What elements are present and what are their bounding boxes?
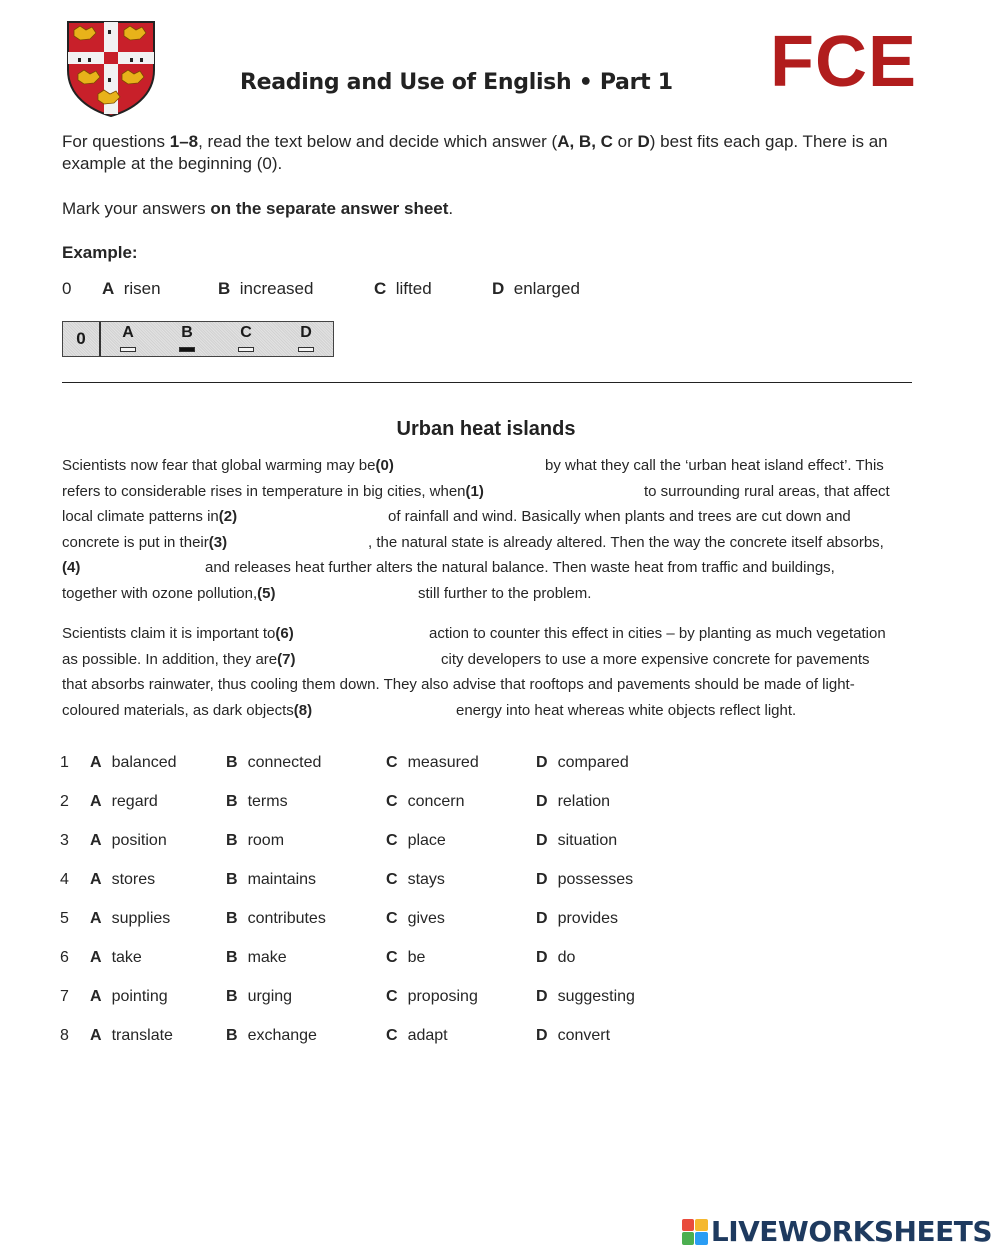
liveworksheets-icon — [682, 1219, 708, 1245]
option-letter: D — [536, 832, 548, 849]
answer-mark-c — [238, 347, 254, 352]
example-option-b: B increased — [218, 279, 314, 298]
gap-number: (7) — [277, 650, 296, 668]
text-segment: refers to considerable rises in temperature in big cities, when — [62, 482, 466, 500]
option-letter: C — [386, 832, 398, 849]
option-letter: A — [90, 949, 102, 966]
option-word: do — [557, 949, 576, 966]
example-option-a: A risen — [102, 279, 161, 298]
question-number: 1 — [60, 754, 69, 771]
option-letter: C — [386, 1027, 398, 1044]
text-line — [62, 585, 910, 602]
option-word: measured — [407, 754, 479, 771]
liveworksheets-logo — [682, 1215, 992, 1248]
gap-number: (1) — [465, 482, 484, 500]
answer-option-d[interactable] — [536, 754, 629, 772]
text-line — [62, 457, 910, 474]
option-word: suggesting — [557, 988, 635, 1005]
option-word: room — [247, 832, 285, 849]
page-title: Reading and Use of English • Part 1 — [240, 70, 673, 95]
text-line — [62, 702, 910, 719]
answer-option-a[interactable] — [90, 832, 167, 850]
option-letter: B — [226, 754, 238, 771]
option-letter: A — [90, 1027, 102, 1044]
answer-option-c[interactable] — [386, 910, 445, 928]
example-label: Example: — [62, 243, 138, 262]
question-row — [60, 949, 700, 971]
gap-number: (0) — [375, 457, 394, 474]
text-segment: concrete is put in their — [62, 533, 209, 551]
option-letter: B — [226, 1027, 238, 1044]
answer-option-b[interactable] — [226, 832, 284, 850]
option-word: adapt — [407, 1027, 448, 1044]
gap-number: (2) — [218, 508, 238, 525]
answer-option-d[interactable] — [536, 910, 618, 928]
answer-box-number: 0 — [63, 322, 101, 356]
answer-option-d[interactable] — [536, 832, 617, 850]
option-letter: B — [226, 793, 238, 810]
gap-blank[interactable] — [394, 457, 545, 474]
gap-blank[interactable] — [294, 625, 429, 642]
option-letter: C — [386, 871, 398, 888]
question-number: 4 — [60, 871, 69, 888]
text-segment: coloured materials, as dark objects — [62, 701, 294, 719]
text-line — [62, 559, 910, 576]
option-word: convert — [557, 1027, 611, 1044]
answer-option-b[interactable] — [226, 949, 287, 967]
example-answer-box — [62, 321, 334, 357]
text-segment: together with ozone pollution, — [62, 584, 258, 602]
answer-mark-a — [120, 347, 136, 352]
answer-mark-b-selected — [179, 347, 195, 352]
option-letter: D — [536, 793, 548, 810]
gap-number: (4) — [62, 559, 81, 576]
text-segment: local climate patterns in — [62, 508, 219, 525]
question-number: 8 — [60, 1027, 69, 1044]
option-word: relation — [557, 793, 611, 810]
divider — [62, 382, 912, 383]
text-segment: Scientists now fear that global warming may be — [62, 457, 376, 474]
text-line — [62, 625, 910, 642]
instructions: For questions 1–8, read the text below and decide which answer (A, B, C or D) best fits each gap. There is an example at the beginning (0). — [62, 132, 888, 173]
answer-option-d[interactable] — [536, 988, 635, 1006]
option-letter: C — [386, 910, 398, 927]
example-option-c: C lifted — [374, 279, 432, 298]
text-segment: still further to the problem. — [418, 584, 592, 602]
answer-option-d[interactable] — [536, 793, 610, 811]
option-word: balanced — [111, 754, 177, 771]
gap-number: (5) — [257, 584, 276, 602]
gap-number: (3) — [208, 533, 228, 551]
text-line — [62, 483, 910, 500]
answer-option-b[interactable] — [226, 1027, 317, 1045]
option-word: stays — [407, 871, 445, 888]
option-word: proposing — [407, 988, 478, 1005]
answer-option-c[interactable] — [386, 1027, 448, 1045]
option-letter: D — [536, 988, 548, 1005]
gap-blank[interactable] — [295, 651, 441, 668]
option-letter: D — [536, 871, 548, 888]
option-word: place — [407, 832, 446, 849]
option-letter: A — [90, 871, 102, 888]
text-segment: that absorbs rainwater, thus cooling them down. They also advise that rooftops and pavements should be made of light- — [62, 676, 855, 693]
option-letter: B — [226, 988, 238, 1005]
answer-option-c[interactable] — [386, 949, 425, 967]
option-word: possesses — [557, 871, 634, 888]
option-letter: A — [90, 754, 102, 771]
option-letter: B — [226, 832, 238, 849]
answer-option-b[interactable] — [226, 793, 288, 811]
question-number: 7 — [60, 988, 69, 1005]
question-row — [60, 871, 700, 893]
text-segment: action to counter this effect in cities – by planting as much vegetation — [429, 625, 886, 642]
question-row — [60, 910, 700, 932]
question-row — [60, 832, 700, 854]
option-word: gives — [407, 910, 445, 927]
option-word: regard — [111, 793, 158, 810]
text-line — [62, 508, 910, 525]
question-row — [60, 988, 700, 1010]
example-option-d: D enlarged — [492, 279, 580, 298]
question-number: 2 — [60, 793, 69, 810]
answer-option-c[interactable] — [386, 754, 479, 772]
gap-blank[interactable] — [312, 702, 456, 719]
option-letter: C — [386, 949, 398, 966]
question-row — [60, 793, 700, 815]
question-number: 3 — [60, 832, 69, 849]
option-word: be — [407, 949, 426, 966]
mark-instruction: Mark your answers on the separate answer sheet. — [62, 199, 454, 218]
question-row — [60, 754, 700, 776]
option-word: supplies — [111, 910, 171, 927]
answer-box-letter-b: B — [181, 324, 193, 341]
gap-blank[interactable] — [237, 508, 388, 525]
question-number: 6 — [60, 949, 69, 966]
answer-option-d[interactable] — [536, 1027, 610, 1045]
text-segment: as possible. In addition, they are — [62, 650, 278, 668]
answer-option-c[interactable] — [386, 871, 445, 889]
option-word: position — [111, 832, 167, 849]
option-word: situation — [557, 832, 618, 849]
answer-option-b[interactable] — [226, 871, 316, 889]
answer-option-c[interactable] — [386, 832, 446, 850]
text-line — [62, 651, 910, 668]
example-number: 0 — [62, 279, 72, 298]
option-word: terms — [247, 793, 288, 810]
option-word: pointing — [111, 988, 168, 1005]
text-segment: by what they call the ‘urban heat island effect’. This — [545, 457, 884, 474]
option-letter: D — [536, 1027, 548, 1044]
answer-box-letter-c: C — [240, 324, 252, 341]
option-word: maintains — [247, 871, 317, 888]
answer-option-c[interactable] — [386, 793, 464, 811]
answer-option-a[interactable] — [90, 988, 168, 1006]
option-letter: A — [90, 793, 102, 810]
option-word: provides — [557, 910, 619, 927]
gap-blank[interactable] — [80, 559, 205, 576]
option-word: exchange — [247, 1027, 317, 1044]
text-line — [62, 534, 910, 551]
answer-option-a[interactable] — [90, 793, 158, 811]
option-word: urging — [247, 988, 293, 1005]
gap-blank[interactable] — [227, 534, 368, 551]
answer-option-d[interactable] — [536, 949, 575, 967]
answer-option-a[interactable] — [90, 754, 177, 772]
gap-blank[interactable] — [275, 585, 418, 602]
option-letter: A — [90, 988, 102, 1005]
option-word: connected — [247, 754, 322, 771]
question-number: 5 — [60, 910, 69, 927]
text-segment: and releases heat further alters the natural balance. Then waste heat from traffic and buildings, — [205, 559, 835, 576]
answer-option-b[interactable] — [226, 988, 292, 1006]
gap-number: (6) — [275, 625, 294, 642]
text-title: Urban heat islands — [396, 418, 576, 440]
answer-box-letter-d: D — [300, 324, 312, 341]
text-segment: of rainfall and wind. Basically when plants and trees are cut down and — [388, 508, 851, 525]
option-word: translate — [111, 1027, 173, 1044]
option-letter: A — [90, 910, 102, 927]
answer-box-letter-a: A — [122, 324, 134, 341]
text-segment: Scientists claim it is important to — [62, 625, 276, 642]
option-letter: C — [386, 988, 398, 1005]
question-row — [60, 1027, 700, 1049]
option-word: compared — [557, 754, 629, 771]
answer-option-b[interactable] — [226, 754, 321, 772]
answer-option-b[interactable] — [226, 910, 326, 928]
answer-option-a[interactable] — [90, 1027, 173, 1045]
option-letter: B — [226, 910, 238, 927]
exam-badge: FCE — [770, 22, 917, 102]
gap-number: (8) — [293, 701, 313, 719]
text-segment: , the natural state is already altered. Then the way the concrete itself absorbs, — [368, 533, 884, 551]
option-letter: D — [536, 910, 548, 927]
option-word: stores — [111, 871, 156, 888]
text-line — [62, 676, 910, 693]
option-letter: C — [386, 793, 398, 810]
option-word: make — [247, 949, 287, 966]
text-segment: city developers to use a more expensive concrete for pavements — [441, 650, 870, 668]
answer-option-c[interactable] — [386, 988, 478, 1006]
answer-mark-d — [298, 347, 314, 352]
answer-option-d[interactable] — [536, 871, 633, 889]
answer-option-a[interactable] — [90, 871, 155, 889]
option-letter: B — [226, 949, 238, 966]
option-letter: D — [536, 949, 548, 966]
option-letter: B — [226, 871, 238, 888]
liveworksheets-brand: LIVEWORKSHEETS — [710, 1215, 992, 1248]
option-word: concern — [407, 793, 465, 810]
option-word: contributes — [247, 910, 326, 927]
gap-blank[interactable] — [484, 483, 644, 500]
answer-option-a[interactable] — [90, 910, 170, 928]
text-segment: to surrounding rural areas, that affect — [644, 482, 890, 500]
university-crest-logo — [64, 18, 158, 118]
text-segment: energy into heat whereas white objects reflect light. — [456, 701, 797, 719]
option-letter: D — [536, 754, 548, 771]
option-letter: A — [90, 832, 102, 849]
answer-option-a[interactable] — [90, 949, 142, 967]
option-word: take — [111, 949, 142, 966]
option-letter: C — [386, 754, 398, 771]
